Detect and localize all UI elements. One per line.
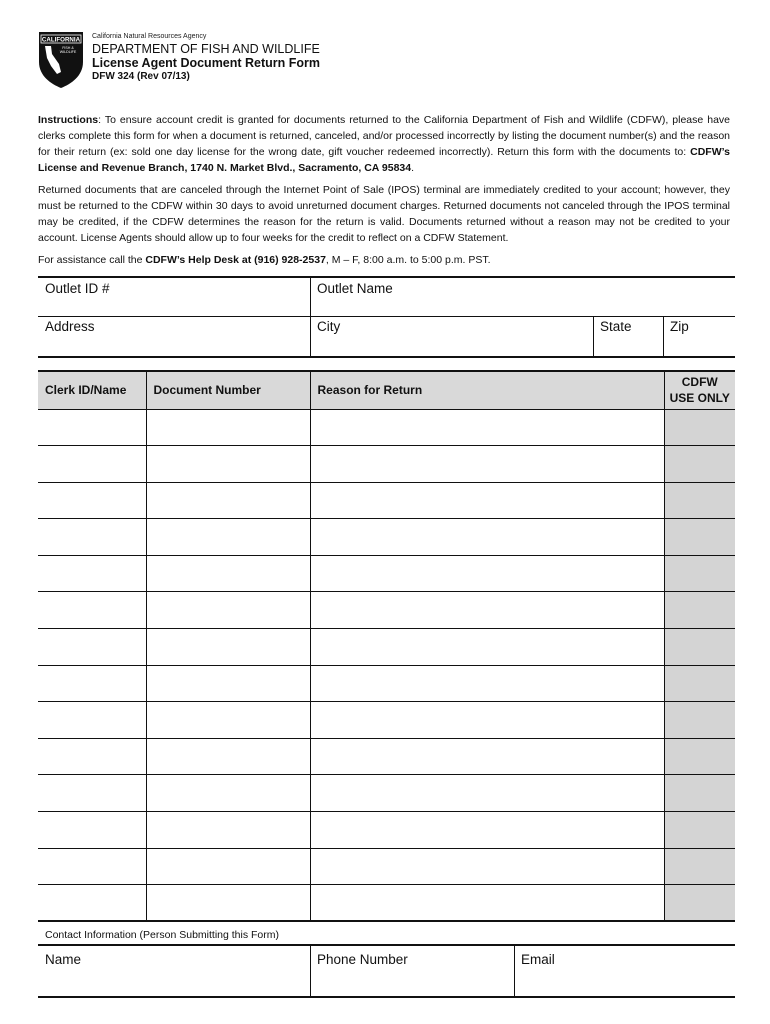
- table-row: [38, 519, 735, 556]
- document-number-header: Document Number: [146, 371, 310, 409]
- clerk-id-cell[interactable]: [38, 848, 146, 885]
- clerk-id-cell[interactable]: [38, 738, 146, 775]
- outlet-info-section: [38, 276, 735, 358]
- table-row: [38, 885, 735, 922]
- clerk-id-cell[interactable]: [38, 482, 146, 519]
- reason-cell[interactable]: [310, 702, 664, 739]
- document-number-cell[interactable]: [146, 446, 310, 483]
- clerk-id-cell[interactable]: [38, 409, 146, 446]
- cdfw-use-cell: [664, 629, 735, 666]
- document-number-cell[interactable]: [146, 775, 310, 812]
- instructions-period: .: [411, 162, 415, 174]
- outlet-name-label: Outlet Name: [317, 281, 393, 296]
- contact-name-label: Name: [45, 952, 82, 967]
- cdfw-use-cell: [664, 775, 735, 812]
- reason-cell[interactable]: [310, 812, 664, 849]
- cdfw-use-only-header: [664, 371, 735, 409]
- reason-cell[interactable]: [310, 409, 664, 446]
- outlet-id-label: Outlet ID #: [45, 281, 110, 296]
- table-row: [38, 848, 735, 885]
- document-number-cell[interactable]: [146, 885, 310, 922]
- email-field[interactable]: [521, 952, 731, 967]
- table-row: [38, 409, 735, 446]
- department-name: DEPARTMENT OF FISH AND WILDLIFE: [92, 42, 320, 56]
- instructions-paragraph-1: [38, 112, 730, 176]
- divider: [514, 946, 515, 996]
- table-row: [38, 555, 735, 592]
- cdfw-label: CDFW: [681, 375, 718, 390]
- clerk-id-cell[interactable]: [38, 885, 146, 922]
- cdfw-use-cell: [664, 812, 735, 849]
- document-number-cell[interactable]: [146, 848, 310, 885]
- contact-info-label: Contact Information (Person Submitting this Form): [45, 929, 280, 941]
- cdfw-use-cell: [664, 446, 735, 483]
- address-field[interactable]: [38, 316, 310, 356]
- reason-cell[interactable]: [310, 519, 664, 556]
- document-number-cell[interactable]: [146, 812, 310, 849]
- reason-header: Reason for Return: [310, 371, 664, 409]
- cdfw-use-cell: [664, 738, 735, 775]
- outlet-id-field[interactable]: [38, 278, 310, 316]
- table-row: [38, 482, 735, 519]
- clerk-id-cell[interactable]: [38, 592, 146, 629]
- table-row: [38, 592, 735, 629]
- reason-cell[interactable]: [310, 885, 664, 922]
- reason-cell[interactable]: [310, 665, 664, 702]
- state-field[interactable]: [593, 316, 663, 356]
- logo-text-1: CALIFORNIA: [41, 36, 81, 44]
- clerk-id-cell[interactable]: [38, 555, 146, 592]
- form-revision: DFW 324 (Rev 07/13): [92, 71, 190, 82]
- agency-name: California Natural Resources Agency: [92, 33, 207, 40]
- clerk-id-cell[interactable]: [38, 446, 146, 483]
- help-desk-hours: , M – F, 8:00 a.m. to 5:00 p.m. PST.: [325, 254, 491, 266]
- city-label: City: [317, 319, 341, 334]
- table-header-row: [38, 371, 735, 409]
- table-row: [38, 775, 735, 812]
- document-number-cell[interactable]: [146, 482, 310, 519]
- phone-number-label: Phone Number: [317, 952, 408, 967]
- zip-label: Zip: [670, 319, 689, 334]
- cdfw-use-cell: [664, 519, 735, 556]
- cdfw-logo: [37, 28, 85, 90]
- document-number-cell[interactable]: [146, 665, 310, 702]
- table-row: [38, 629, 735, 666]
- use-only-label: USE ONLY: [669, 391, 730, 406]
- help-desk-paragraph: [38, 252, 730, 268]
- help-desk-phone: CDFW’s Help Desk at (916) 928-2537: [145, 254, 326, 266]
- clerk-id-header: Clerk ID/Name: [38, 371, 146, 409]
- email-label: Email: [521, 952, 555, 967]
- divider: [310, 946, 311, 996]
- logo-text-3: WILDLIFE: [59, 50, 77, 54]
- clerk-id-cell[interactable]: [38, 665, 146, 702]
- cdfw-use-cell: [664, 482, 735, 519]
- document-number-cell[interactable]: [146, 592, 310, 629]
- cdfw-use-cell: [664, 848, 735, 885]
- cdfw-use-cell: [664, 702, 735, 739]
- instructions-paragraph-2: Returned documents that are canceled through the Internet Point of Sale (IPOS) terminal are immediately credited to your account; however, they must be returned to the CDFW within 30 days to avoid unreturned document charges. Returned documents not canceled through the IPOS terminal may be credited, if the CDFW determines the reason for the return is valid. Documents returned without a reason may not be credited to your account. License Agents should allow up to four weeks for the credit to reflect on a CDFW Statement.: [38, 184, 730, 244]
- instructions-label: Instructions: [38, 114, 99, 126]
- table-row: [38, 812, 735, 849]
- phone-number-field[interactable]: [317, 952, 507, 967]
- reason-cell[interactable]: [310, 775, 664, 812]
- document-number-cell[interactable]: [146, 702, 310, 739]
- document-return-table: [38, 370, 735, 922]
- table-row: [38, 702, 735, 739]
- table-row: [38, 446, 735, 483]
- cdfw-use-cell: [664, 885, 735, 922]
- contact-info-section: [38, 944, 735, 998]
- reason-cell[interactable]: [310, 592, 664, 629]
- state-label: State: [600, 319, 632, 334]
- cdfw-use-cell: [664, 665, 735, 702]
- zip-field[interactable]: [663, 316, 735, 356]
- clerk-id-cell[interactable]: [38, 775, 146, 812]
- document-number-cell[interactable]: [146, 555, 310, 592]
- contact-name-field[interactable]: [45, 952, 305, 967]
- return-address: CDFW’s License and Revenue Branch, 1740 N. Market Blvd., Sacramento, CA 95834: [38, 146, 730, 174]
- form-title: License Agent Document Return Form: [92, 56, 321, 70]
- table-row: [38, 738, 735, 775]
- reason-cell[interactable]: [310, 629, 664, 666]
- document-number-cell[interactable]: [146, 519, 310, 556]
- reason-cell[interactable]: [310, 482, 664, 519]
- document-number-cell[interactable]: [146, 738, 310, 775]
- instructions-text: : To ensure account credit is granted for documents returned to the California Department of Fish and Wildlife (CDFW), please have clerks complete this form for when a document is returned, canceled, and/or processed incorrectly by listing the document number(s) and the reason for their return (ex: sold one day license for the wrong date, gift voucher redeemed incorrectly). Return this form with the documents to:: [38, 114, 730, 158]
- cdfw-use-cell: [664, 592, 735, 629]
- reason-cell[interactable]: [310, 738, 664, 775]
- reason-cell[interactable]: [310, 848, 664, 885]
- address-label: Address: [45, 319, 95, 334]
- reason-cell[interactable]: [310, 446, 664, 483]
- clerk-id-cell[interactable]: [38, 629, 146, 666]
- reason-cell[interactable]: [310, 555, 664, 592]
- table-row: [38, 665, 735, 702]
- document-number-cell[interactable]: [146, 629, 310, 666]
- document-number-cell[interactable]: [146, 409, 310, 446]
- clerk-id-cell[interactable]: [38, 519, 146, 556]
- cdfw-use-cell: [664, 555, 735, 592]
- outlet-name-field[interactable]: [310, 278, 735, 316]
- city-field[interactable]: [310, 316, 593, 356]
- logo-text-2: FISH &: [62, 46, 74, 50]
- help-desk-intro: For assistance call the: [38, 254, 146, 266]
- cdfw-use-cell: [664, 409, 735, 446]
- clerk-id-cell[interactable]: [38, 702, 146, 739]
- clerk-id-cell[interactable]: [38, 812, 146, 849]
